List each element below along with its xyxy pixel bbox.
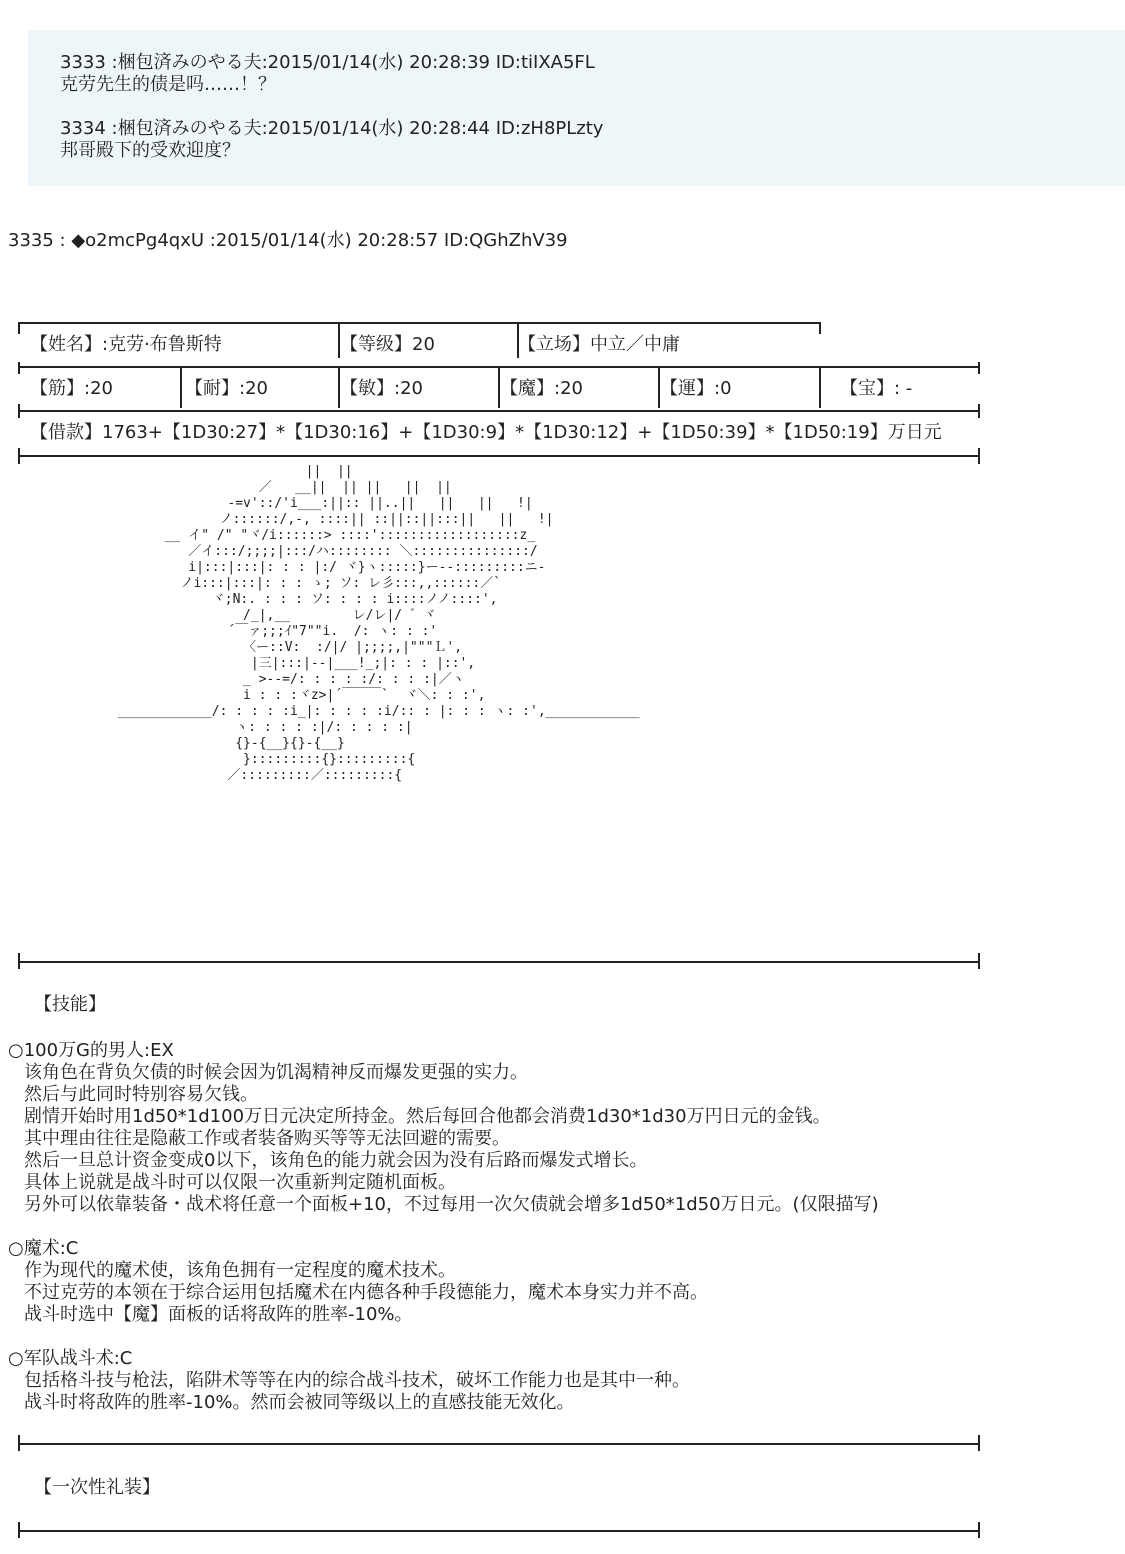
stats-tick bbox=[18, 362, 20, 374]
skill-1-line: 然后一旦总计资金变成0以下，该角色的能力就会因为没有后路而爆发式增长。 bbox=[24, 1150, 648, 1171]
stat-agi: 【敏】:20 bbox=[340, 378, 423, 399]
skill-2-name: ○魔术:C bbox=[8, 1238, 79, 1259]
stat-end: 【耐】:20 bbox=[185, 378, 268, 399]
skills-title: 【技能】 bbox=[34, 994, 106, 1015]
skill-2-line: 作为现代的魔术使，该角色拥有一定程度的魔术技术。 bbox=[24, 1260, 456, 1281]
stat-mag: 【魔】:20 bbox=[500, 378, 583, 399]
skill-3-line: 包括格斗技与枪法，陷阱术等等在内的综合战斗技术，破坏工作能力也是其中一种。 bbox=[24, 1370, 690, 1391]
stats-divider bbox=[819, 366, 821, 408]
stats-divider bbox=[338, 366, 340, 408]
stats-tick bbox=[978, 362, 980, 374]
stat-np: 【宝】: - bbox=[840, 378, 913, 399]
stats-tick bbox=[978, 953, 980, 969]
skill-1-line: 该角色在背负欠债的时候会因为饥渴精神反而爆发更强的实力。 bbox=[24, 1062, 528, 1083]
stat-luck: 【運】:0 bbox=[660, 378, 732, 399]
equipment-bottom-border bbox=[18, 1530, 980, 1532]
skill-1-line: 具体上说就是战斗时可以仅限一次重新判定随机面板。 bbox=[24, 1172, 456, 1193]
post-header: 3335 : ◆o2mcPg4qxU :2015/01/14(水) 20:28:57 ID:QGhZhV39 bbox=[8, 230, 568, 251]
skill-1-line: 另外可以依靠装备・战术将任意一个面板+10，不过每用一次欠债就会增多1d50*1d50万日元。(仅限描写) bbox=[24, 1194, 879, 1215]
equipment-title: 【一次性礼装】 bbox=[34, 1477, 160, 1498]
stat-alignment: 【立场】中立／中庸 bbox=[518, 334, 680, 355]
skill-2-line: 不过克劳的本领在于综合运用包括魔术在内德各种手段德能力，魔术本身实力并不高。 bbox=[24, 1282, 708, 1303]
stats-tick bbox=[978, 448, 980, 464]
skill-3-line: 战斗时将敌阵的胜率-10%。然而会被同等级以上的直感技能无效化。 bbox=[24, 1392, 575, 1413]
stats-tick bbox=[978, 1435, 980, 1451]
stats-bottom-border bbox=[18, 455, 980, 457]
stats-tick bbox=[18, 1522, 20, 1538]
stats-tick bbox=[18, 448, 20, 464]
quote-2-body: 邦哥殿下的受欢迎度？ bbox=[60, 140, 240, 161]
stats-top-border bbox=[18, 322, 820, 324]
stat-name: 【姓名】:克劳·布鲁斯特 bbox=[30, 334, 222, 355]
ascii-art-character: || || ／ __|| || || || || -=v'::/'i___:||:: ||..|| || || !| ノ::::::/,-, ::::|| ::||::||:::|| || !| __ イ" /" "ヾ/i::::::> ::::'::::::::::::::::::z_ ／イ:::/;;;;|:::/ハ:::::::: ＼:::::::::::::::/ i|:::|:::|: : : |:/ ヾ}ヽ:::::}ー--:::::::::ニ- ノi:::|:::|: : : ゝ; ソ: レ彡:::,,::::::／` ヾ;N:. : : : ソ: : : : i::::ノノ::::', /_|,__ レ/レ|/ ゛ヾ ´￣ァ;;;ｲ"7""i. /: ヽ: : :' 〈ー::V: :/|/ |;;;;,|"""Ｌ', |三|:::|--|___!_;|: : : |::', _ >--=/: : : : :/: : : :|／ヽ i : : :ヾz>|´￣￣￣` ヾ＼: : :', ____________/: : : : :i_|: : : : :i/:: : |: : : ヽ: :',____________ ヽ: : : : :|/: : : : :| {}-{__}{}-{__} }:::::::::{}:::::::::{ ／:::::::::／:::::::::{ bbox=[117, 464, 640, 783]
quote-1-body: 克劳先生的债是吗……！？ bbox=[60, 74, 276, 95]
stats-divider bbox=[180, 366, 182, 408]
skill-1-name: ○100万G的男人:EX bbox=[8, 1040, 174, 1061]
equipment-top-border bbox=[18, 1443, 980, 1445]
quote-2-header: 3334 :梱包済みのやる夫:2015/01/14(水) 20:28:44 ID:zH8PLzty bbox=[60, 118, 604, 139]
skill-1-line: 剧情开始时用1d50*1d100万日元决定所持金。然后每回合他都会消费1d30*1d30万円日元的金钱。 bbox=[24, 1106, 831, 1127]
skill-1-line: 然后与此同时特别容易欠钱。 bbox=[24, 1084, 258, 1105]
stats-divider bbox=[338, 322, 340, 358]
stat-level: 【等级】20 bbox=[340, 334, 435, 355]
stat-str: 【筋】:20 bbox=[30, 378, 113, 399]
stat-debt: 【借款】1763+【1D30:27】*【1D30:16】+【1D30:9】*【1D30:12】+【1D50:39】*【1D50:19】万日元 bbox=[30, 422, 942, 443]
stats-tick bbox=[18, 322, 20, 334]
stats-tick bbox=[18, 404, 20, 418]
stats-tick bbox=[978, 404, 980, 418]
skills-top-border bbox=[18, 961, 980, 963]
stats-tick bbox=[819, 322, 821, 334]
stats-tick bbox=[18, 953, 20, 969]
stats-tick bbox=[978, 1522, 980, 1538]
skill-3-name: ○军队战斗术:C bbox=[8, 1348, 133, 1369]
quote-1-header: 3333 :梱包済みのやる夫:2015/01/14(水) 20:28:39 ID:tiIXA5FL bbox=[60, 52, 595, 73]
stats-tick bbox=[18, 1435, 20, 1451]
stats-divider bbox=[498, 366, 500, 408]
skill-1-line: 其中理由往往是隐蔽工作或者装备购买等等无法回避的需要。 bbox=[24, 1128, 510, 1149]
skill-2-line: 战斗时选中【魔】面板的话将敌阵的胜率-10%。 bbox=[24, 1304, 413, 1325]
stats-row-border bbox=[18, 410, 980, 412]
stats-divider bbox=[517, 322, 519, 358]
stats-divider bbox=[658, 366, 660, 408]
